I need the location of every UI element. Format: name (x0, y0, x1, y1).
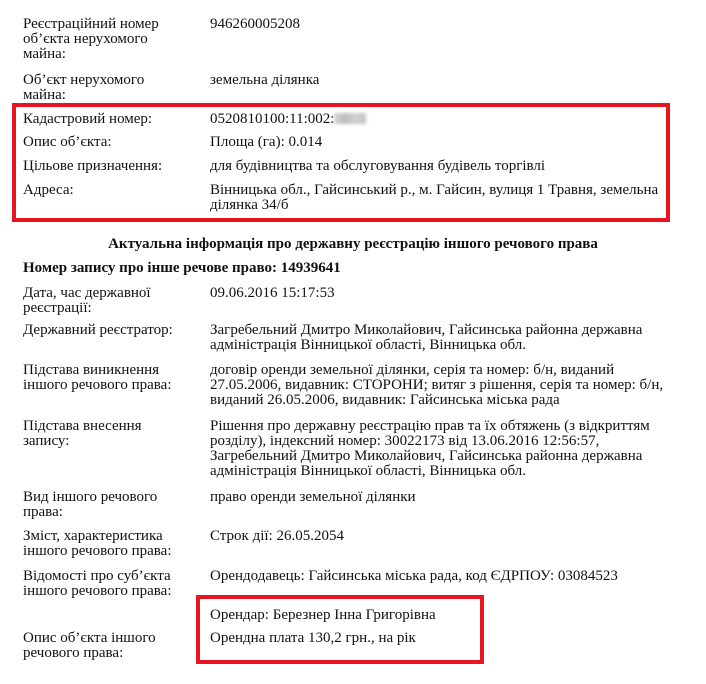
date-label: Дата, час державної реєстрації: (23, 285, 151, 316)
address-value: Вінницька обл., Гайсинський р., м. Гайсин, вулиця 1 Травня, земельна ділянка 34/б (210, 182, 659, 213)
purpose-label: Цільове призначення: (23, 158, 163, 174)
reg-number-label: Реєстраційний номер об’єкта нерухомого майна: (23, 16, 159, 62)
lessee-value: Орендар: Березнер Інна Григорівна (210, 607, 436, 623)
object-label: Об’єкт нерухомого майна: (23, 72, 145, 103)
registrar-value: Загребельний Дмитро Миколайович, Гайсинська районна державна адміністрація Вінницької області, Вінницька обл. (210, 322, 643, 353)
address-label: Адреса: (23, 182, 74, 198)
redacted-blur (334, 113, 366, 124)
cadastral-label: Кадастровий номер: (23, 111, 153, 127)
content-value: Строк дії: 26.05.2054 (210, 528, 344, 544)
record-number: Номер запису про інше речове право: 14939641 (23, 260, 341, 276)
date-value: 09.06.2016 15:17:53 (210, 285, 335, 301)
subjects-label: Відомості про суб’єкта іншого речового права: (23, 568, 172, 599)
kind-label: Вид іншого речового права: (23, 489, 158, 520)
object-desc-label: Опис об’єкта іншого речового права: (23, 630, 156, 661)
cadastral-value: 0520810100:11:002: (210, 111, 335, 127)
section-heading: Актуальна інформація про державну реєстрацію іншого речового права (108, 236, 598, 252)
content-label: Зміст, характеристика іншого речового права: (23, 528, 172, 559)
cadastral-value-wrap (210, 112, 690, 127)
registrar-label: Державний реєстратор: (23, 322, 173, 338)
kind-value: право оренди земельної ділянки (210, 489, 416, 505)
rent-value: Орендна плата 130,2 грн., на рік (210, 630, 416, 646)
entry-basis-value: Рішення про державну реєстрацію прав та їх обтяжень (з відкриттям розділу), індексний номер: 30022173 від 13.06.2016 12:56:57, Загребельний Дмитро Миколайович, Гайсинська районна державна адміністрація Вінницької області, Вінницька обл. (210, 418, 650, 479)
basis-label: Підстава виникнення іншого речового права: (23, 362, 172, 393)
lessor-value: Орендодавець: Гайсинська міська рада, код ЄДРПОУ: 03084523 (210, 568, 618, 584)
entry-basis-label: Підстава внесення запису: (23, 418, 142, 449)
purpose-value: для будівництва та обслуговування будівель торгівлі (210, 158, 546, 174)
basis-value: договір оренди земельної ділянки, серія та номер: б/н, виданий 27.05.2006, видавник: СТОРОНИ; витяг з рішення, серія та номер: б/н, виданий 26.05.2006, видавник: Гайсинська міська рада (210, 362, 664, 408)
object-value: земельна ділянка (210, 72, 320, 88)
description-label: Опис об’єкта: (23, 134, 112, 150)
reg-number-value: 946260005208 (210, 16, 300, 32)
description-value: Площа (га): 0.014 (210, 134, 323, 150)
